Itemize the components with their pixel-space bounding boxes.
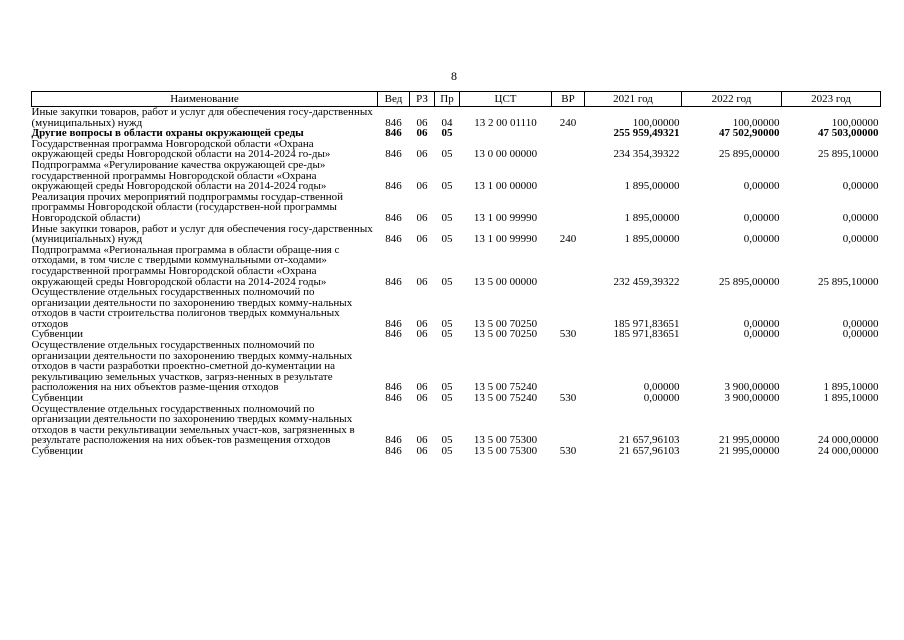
cell-ved: 846 [385,392,402,405]
cell-rz: 06 [416,180,428,193]
cell-pr: 05 [441,211,453,224]
cell-amount-2022: 21 995,00000 [719,434,780,447]
cell-vr: 530 [559,328,577,341]
budget-table [31,91,881,457]
cell-vr [552,340,585,393]
cell-cst: 13 5 00 75300 [473,445,538,457]
cell-pr: 05 [441,317,453,330]
cell-amount-2023: 47 503,00000 [818,127,879,140]
cell-amount-2022: 0,00000 [743,180,780,193]
cell-name: Субвенции [31,445,84,457]
cell-amount-2023: 1 895,10000 [823,381,879,394]
cell-rz: 06 [416,445,428,457]
cell-pr: 05 [441,328,453,341]
cell-name: Государственная программа Новгородской области «Охрана окружающей среды Новгородской области на 2014-2024 го-ды» [31,137,331,161]
cell-amount-2022: 0,00000 [743,328,780,341]
cell-ved: 846 [385,148,402,161]
cell-rz: 06 [416,148,428,161]
header-rz: РЗ [410,92,435,107]
cell-ved: 846 [385,180,402,193]
cell-pr: 05 [441,233,453,246]
cell-amount-2021: 234 354,39322 [613,148,680,161]
cell-rz: 06 [416,392,428,405]
cell-cst: 13 5 00 75240 [473,381,538,394]
cell-amount-2021: 0,00000 [643,381,680,394]
cell-rz: 06 [416,317,428,330]
cell-pr: 05 [441,392,453,405]
table-row [32,107,881,129]
cell-amount-2021: 1 895,00000 [624,211,680,224]
cell-amount-2022: 100,00000 [732,116,780,129]
cell-pr: 05 [441,127,453,140]
cell-cst [460,128,552,139]
cell-amount-2023: 0,00000 [842,233,879,246]
cell-vr [552,139,585,160]
cell-name: Иные закупки товаров, работ и услуг для обеспечения госу-дарственных (муниципальных) нужд [31,106,373,129]
cell-vr [552,128,585,139]
cell-cst: 13 5 00 70250 [473,317,538,330]
cell-vr [552,404,585,446]
cell-name: Осуществление отдельных государственных полномочий по организации деятельности по захоронению твердых комму-нальных отходов в части строительства полигонов твердых коммунальных отходов [31,286,353,330]
table-header-row [32,92,881,107]
cell-amount-2023: 100,00000 [831,116,879,129]
cell-cst: 13 5 00 75300 [473,434,538,447]
cell-amount-2023: 0,00000 [842,317,879,330]
cell-ved: 846 [385,116,402,129]
cell-ved: 846 [385,445,402,457]
cell-amount-2022: 25 895,00000 [719,148,780,161]
cell-amount-2022: 0,00000 [743,233,780,246]
cell-amount-2023: 1 895,10000 [823,392,879,405]
cell-ved: 846 [385,233,402,246]
cell-name: Реализация прочих мероприятий подпрограммы государ-ственной программы Новгородской области (государствен-ной программы Новгородской области) [31,190,344,224]
table-row [32,404,881,446]
cell-name: Подпрограмма «Региональная программа в области обраще-ния с отходами, в том числе с твердыми коммунальными от-ходами» государственной программы Новгородской области «Охрана окружающей среды Новгородской области на 2014-2024 годы» [31,243,340,288]
cell-cst: 13 1 00 99990 [473,211,538,224]
cell-vr [552,192,585,224]
cell-amount-2023: 24 000,00000 [818,445,879,457]
cell-name: Субвенции [31,392,84,405]
header-ved: Вед [378,92,410,107]
cell-amount-2021: 1 895,00000 [624,233,680,246]
cell-pr: 05 [441,434,453,447]
cell-amount-2021: 1 895,00000 [624,180,680,193]
cell-name: Иные закупки товаров, работ и услуг для обеспечения госу-дарственных (муниципальных) нужд [31,222,373,246]
cell-amount-2023: 0,00000 [842,180,879,193]
cell-amount-2023: 25 895,10000 [818,148,879,161]
cell-cst: 13 5 00 75240 [473,392,538,405]
cell-amount-2021: 0,00000 [643,392,680,405]
cell-amount-2021: 255 959,49321 [613,127,680,140]
table-row [32,160,881,192]
cell-name: Подпрограмма «Регулирование качества окружающей сре-ды» государственной программы Новгородской области «Охрана окружающей среды Новгородской области на 2014-2024 годы» [31,158,327,193]
cell-amount-2021: 21 657,96103 [619,434,680,447]
cell-amount-2022: 0,00000 [743,211,780,224]
cell-ved: 846 [385,381,402,394]
cell-name: Осуществление отдельных государственных полномочий по организации деятельности по захоронению твердых комму-нальных отходов в части рекультивации земельных участ-ков, загрязненных в результате расположения на них объек-тов размещения отходов [31,402,355,447]
cell-amount-2023: 0,00000 [842,211,879,224]
cell-amount-2021: 232 459,39322 [613,275,680,288]
cell-pr: 05 [441,148,453,161]
cell-amount-2023: 0,00000 [842,328,879,341]
cell-rz: 06 [416,275,428,288]
table-row [32,139,881,160]
cell-ved: 846 [385,317,402,330]
table-row [32,192,881,224]
cell-cst: 13 1 00 00000 [473,180,538,193]
page-number: 8 [451,69,457,83]
cell-vr: 240 [559,116,577,129]
header-name: Наименование [32,92,378,107]
cell-amount-2022: 3 900,00000 [724,392,780,405]
cell-rz: 06 [416,127,428,140]
cell-vr [552,245,585,287]
header-2023: 2023 год [782,92,881,107]
table-row [32,340,881,393]
cell-vr: 240 [559,233,577,246]
cell-rz: 06 [416,328,428,341]
header-cst: ЦСТ [460,92,552,107]
cell-pr: 05 [441,180,453,193]
cell-cst: 13 5 00 00000 [473,275,538,288]
cell-rz: 06 [416,116,428,129]
cell-amount-2022: 47 502,90000 [719,127,780,140]
cell-vr: 530 [559,392,577,405]
cell-ved: 846 [385,328,402,341]
cell-amount-2021: 21 657,96103 [619,445,680,457]
cell-amount-2022: 3 900,00000 [724,381,780,394]
header-2021: 2021 год [585,92,682,107]
header-pr: Пр [435,92,460,107]
cell-amount-2023: 24 000,00000 [818,434,879,447]
cell-name: Осуществление отдельных государственных полномочий по организации деятельности по захоронению твердых комму-нальных отходов в части разработки проектно-сметной до-кументации на рекультивацию земельных участков, загряз-ненных в результате расположения на них объектов разме-щения отходов [31,339,353,394]
cell-rz: 06 [416,233,428,246]
cell-vr: 530 [559,445,577,457]
cell-vr [552,160,585,192]
table-row [32,446,881,457]
cell-ved: 846 [385,127,402,140]
cell-vr [552,287,585,329]
cell-cst: 13 0 00 00000 [473,148,538,161]
cell-pr: 04 [441,116,453,129]
cell-rz: 06 [416,381,428,394]
cell-name: Другие вопросы в области охраны окружающей среды [31,127,304,140]
cell-amount-2022: 25 895,00000 [719,275,780,288]
cell-pr: 05 [441,381,453,394]
cell-amount-2023: 25 895,10000 [818,275,879,288]
cell-pr: 05 [441,445,453,457]
table-row [32,287,881,329]
cell-rz: 06 [416,434,428,447]
header-2022: 2022 год [682,92,782,107]
cell-ved: 846 [385,275,402,288]
cell-amount-2022: 21 995,00000 [719,445,780,457]
cell-cst: 13 1 00 99990 [473,233,538,246]
cell-rz: 06 [416,211,428,224]
cell-amount-2021: 185 971,83651 [613,328,680,341]
cell-cst: 13 2 00 01110 [474,116,537,129]
table-row [32,224,881,245]
cell-name: Субвенции [31,328,84,341]
cell-amount-2021: 185 971,83651 [613,317,680,330]
cell-ved: 846 [385,211,402,224]
cell-cst: 13 5 00 70250 [473,328,538,341]
cell-ved: 846 [385,434,402,447]
header-vr: ВР [552,92,585,107]
cell-amount-2021: 100,00000 [632,116,680,129]
cell-amount-2022: 0,00000 [743,317,780,330]
cell-pr: 05 [441,275,453,288]
table-row [32,245,881,287]
